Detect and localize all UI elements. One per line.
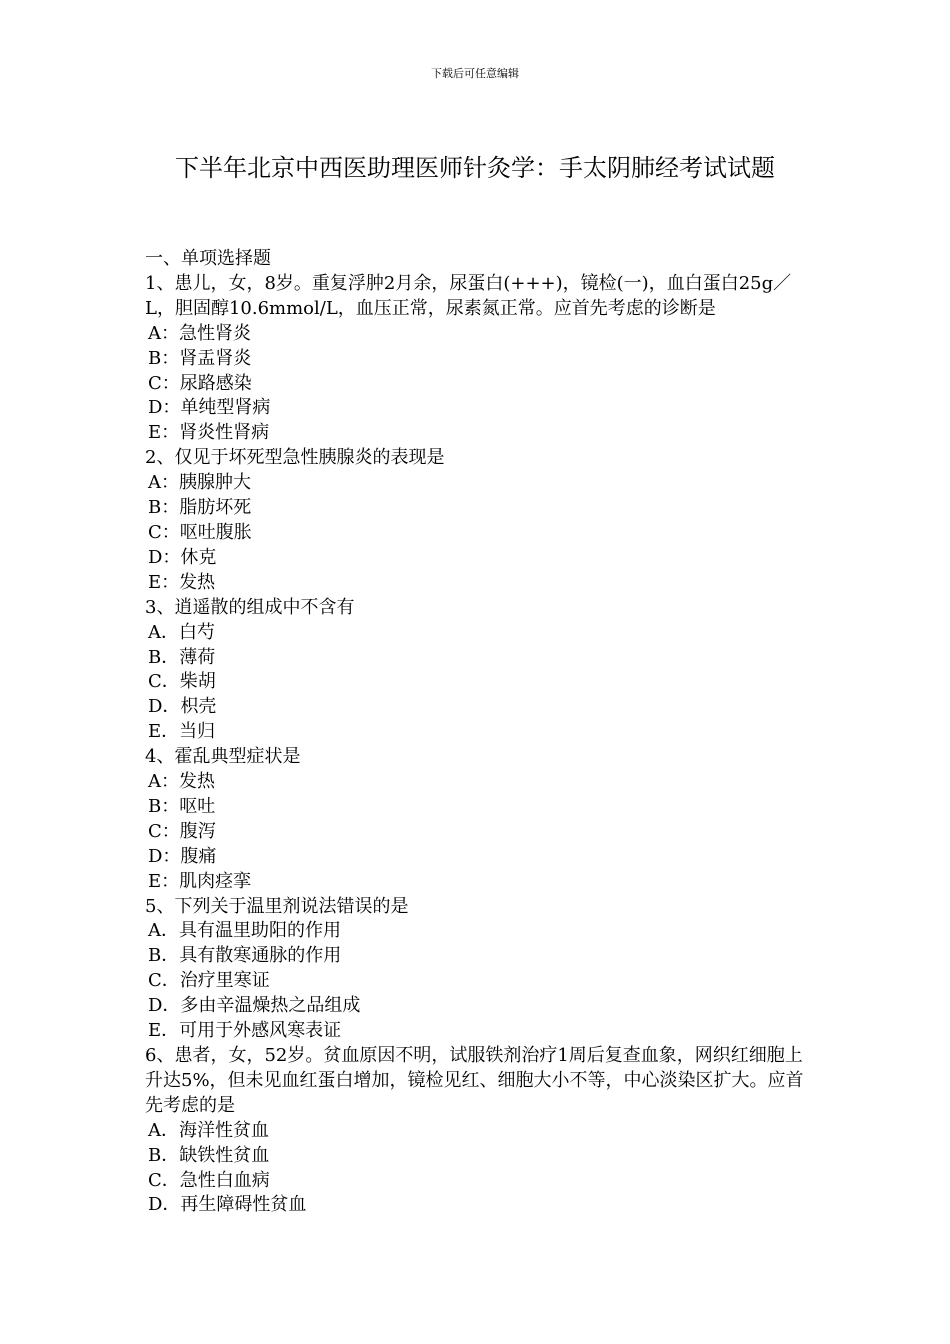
option-c: C：呕吐腹胀 bbox=[148, 521, 252, 543]
option-b: B：呕吐 bbox=[148, 795, 216, 817]
question-stem: 3、逍遥散的组成中不含有 bbox=[145, 596, 355, 618]
option-a: A：急性肾炎 bbox=[148, 322, 251, 344]
page-title: 下半年北京中西医助理医师针灸学：手太阴肺经考试试题 bbox=[175, 154, 775, 182]
option-a: A．海洋性贫血 bbox=[148, 1119, 269, 1141]
option-b: B：脂肪坏死 bbox=[148, 497, 252, 519]
option-c: C．柴胡 bbox=[148, 671, 216, 693]
option-b: B．具有散寒通脉的作用 bbox=[148, 945, 342, 967]
option-e: E：发热 bbox=[148, 571, 216, 593]
option-c: C：尿路感染 bbox=[148, 372, 252, 394]
option-e: E：肾炎性肾病 bbox=[148, 422, 270, 444]
option-a: A：胰腺肿大 bbox=[148, 472, 251, 494]
question-6 bbox=[145, 1044, 815, 1218]
option-d: D．多由辛温燥热之品组成 bbox=[148, 995, 361, 1017]
question-stem: 5、下列关于温里剂说法错误的是 bbox=[145, 895, 409, 917]
option-e: E．当归 bbox=[148, 721, 216, 743]
question-5 bbox=[145, 895, 815, 1044]
section-heading: 一、单项选择题 bbox=[145, 248, 271, 269]
option-a: A：发热 bbox=[148, 771, 215, 793]
option-b: B：肾盂肾炎 bbox=[148, 347, 252, 369]
option-e: E．可用于外感风寒表证 bbox=[148, 1020, 342, 1042]
question-stem: 2、仅见于坏死型急性胰腺炎的表现是 bbox=[145, 447, 445, 469]
question-stem: 1、患儿，女，8岁。重复浮肿2月余，尿蛋白(+++)，镜检(一)，血白蛋白25g／L，胆固醇10.6mmol/L，血压正常，尿素氮正常。应首先考虑的诊断是 bbox=[145, 272, 792, 319]
option-e: E：肌肉痉挛 bbox=[148, 870, 252, 892]
option-a: A．具有温里助阳的作用 bbox=[148, 920, 341, 942]
header-note: 下载后可任意编辑 bbox=[431, 67, 519, 80]
document-body bbox=[145, 247, 815, 1218]
option-d: D．枳壳 bbox=[148, 696, 217, 718]
option-b: B．薄荷 bbox=[148, 646, 216, 668]
question-1 bbox=[145, 272, 815, 446]
question-stem: 4、霍乱典型症状是 bbox=[145, 746, 301, 768]
option-d: D．再生障碍性贫血 bbox=[148, 1194, 307, 1216]
option-c: C．治疗里寒证 bbox=[148, 970, 270, 992]
option-d: D：腹痛 bbox=[148, 845, 217, 867]
question-stem: 6、患者，女，52岁。贫血原因不明，试服铁剂治疗1周后复查血象，网织红细胞上升达5%，但未见血红蛋白增加，镜检见红、细胞大小不等，中心淡染区扩大。应首先考虑的是 bbox=[145, 1045, 804, 1116]
option-d: D：休克 bbox=[148, 546, 217, 568]
option-c: C：腹泻 bbox=[148, 820, 216, 842]
option-a: A．白芍 bbox=[148, 621, 215, 643]
option-d: D：单纯型肾病 bbox=[148, 397, 271, 419]
question-4 bbox=[145, 745, 815, 894]
question-3 bbox=[145, 596, 815, 745]
question-2 bbox=[145, 446, 815, 595]
option-c: C．急性白血病 bbox=[148, 1169, 270, 1191]
option-b: B．缺铁性贫血 bbox=[148, 1144, 270, 1166]
